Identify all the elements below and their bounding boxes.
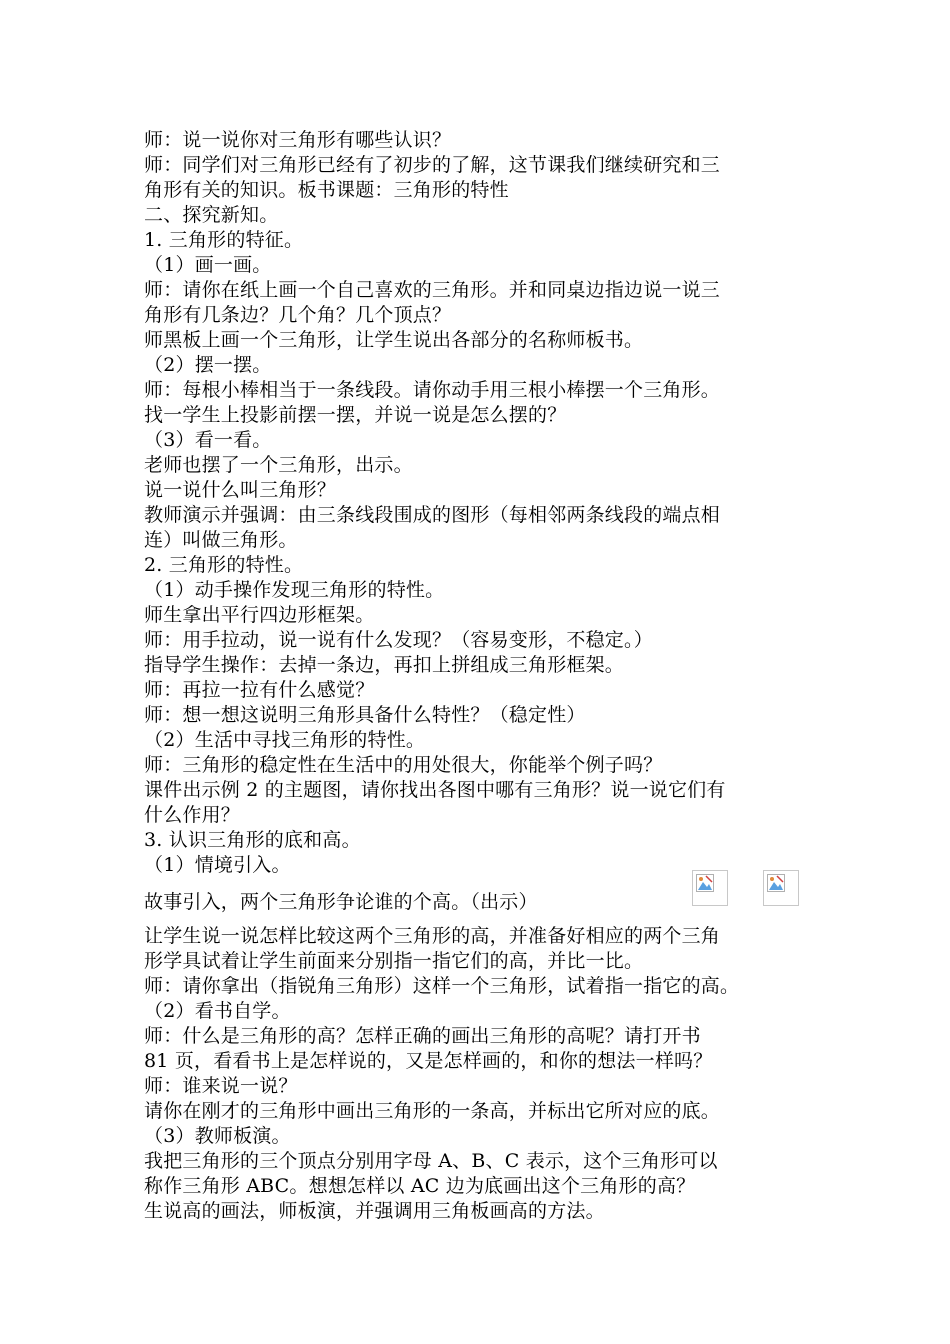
broken-image-icon (692, 870, 728, 906)
subsection-heading: 2. 三角形的特性。 (144, 554, 304, 576)
text-line: 81 页，看看书上是怎样说的，又是怎样画的，和你的想法一样吗？ (144, 1050, 713, 1072)
text-line: 师：想一想这说明三角形具备什么特性？（稳定性） (144, 704, 586, 726)
text-line: 找一学生上投影前摆一摆，并说一说是怎么摆的？ (144, 404, 567, 426)
text-line: 师：请你在纸上画一个自己喜欢的三角形。并和同桌边指边说一说三 (144, 279, 721, 301)
text-line: 说一说什么叫三角形？ (144, 479, 337, 501)
text-line: 师：请你拿出（指锐角三角形）这样一个三角形，试着指一指它的高。 (144, 975, 740, 997)
text-line: 我把三角形的三个顶点分别用字母 A、B、C 表示，这个三角形可以 (144, 1150, 718, 1172)
text-line: 师：每根小棒相当于一条线段。请你动手用三根小棒摆一个三角形。 (144, 379, 721, 401)
text-line: 角形有几条边？几个角？几个顶点？ (144, 304, 452, 326)
text-line: 师：什么是三角形的高？怎样正确的画出三角形的高呢？请打开书 (144, 1025, 701, 1047)
subsection-heading: 3. 认识三角形的底和高。 (144, 829, 361, 851)
text-line: （2）看书自学。 (144, 1000, 291, 1022)
text-line: 生说高的画法，师板演，并强调用三角板画高的方法。 (144, 1200, 605, 1222)
text-line: 故事引入，两个三角形争论谁的个高。（出示） (144, 891, 538, 913)
text-line: 指导学生操作：去掉一条边，再扣上拼组成三角形框架。 (144, 654, 625, 676)
text-line: （1）画一画。 (144, 254, 272, 276)
text-line: 师：谁来说一说？ (144, 1075, 298, 1097)
text-line: （1）情境引入。 (144, 854, 291, 876)
text-line: 形学具试着让学生前面来分别指一指它们的高，并比一比。 (144, 950, 644, 972)
text-line: 师生拿出平行四边形框架。 (144, 604, 375, 626)
text-line: 师：再拉一拉有什么感觉？ (144, 679, 375, 701)
text-line: （3）教师板演。 (144, 1125, 291, 1147)
text-line: 连）叫做三角形。 (144, 529, 298, 551)
text-line: 师黑板上画一个三角形，让学生说出各部分的名称师板书。 (144, 329, 644, 351)
text-line: （2）摆一摆。 (144, 354, 272, 376)
text-line: （2）生活中寻找三角形的特性。 (144, 729, 426, 751)
text-line: 称作三角形 ABC。想想怎样以 AC 边为底画出这个三角形的高？ (144, 1175, 696, 1197)
text-line: 什么作用？ (144, 804, 241, 826)
text-line: 师：三角形的稳定性在生活中的用处很大，你能举个例子吗？ (144, 754, 663, 776)
text-line: 师：说一说你对三角形有哪些认识？ (144, 129, 452, 151)
text-line: 角形有关的知识。板书课题：三角形的特性 (144, 179, 509, 201)
section-heading: 二、探究新知。 (144, 204, 279, 226)
text-line: （1）动手操作发现三角形的特性。 (144, 579, 445, 601)
subsection-heading: 1. 三角形的特征。 (144, 229, 304, 251)
text-line: 教师演示并强调：由三条线段围成的图形（每相邻两条线段的端点相 (144, 504, 721, 526)
broken-image-icon (763, 870, 799, 906)
text-line: 师：同学们对三角形已经有了初步的了解，这节课我们继续研究和三 (144, 154, 721, 176)
text-line: 师：用手拉动，说一说有什么发现？（容易变形，不稳定。） (144, 629, 653, 651)
text-line: 请你在刚才的三角形中画出三角形的一条高，并标出它所对应的底。 (144, 1100, 721, 1122)
text-line: 老师也摆了一个三角形，出示。 (144, 454, 413, 476)
text-line: （3）看一看。 (144, 429, 272, 451)
text-line: 课件出示例 2 的主题图，请你找出各图中哪有三角形？说一说它们有 (144, 779, 726, 801)
text-line: 让学生说一说怎样比较这两个三角形的高，并准备好相应的两个三角 (144, 925, 721, 947)
